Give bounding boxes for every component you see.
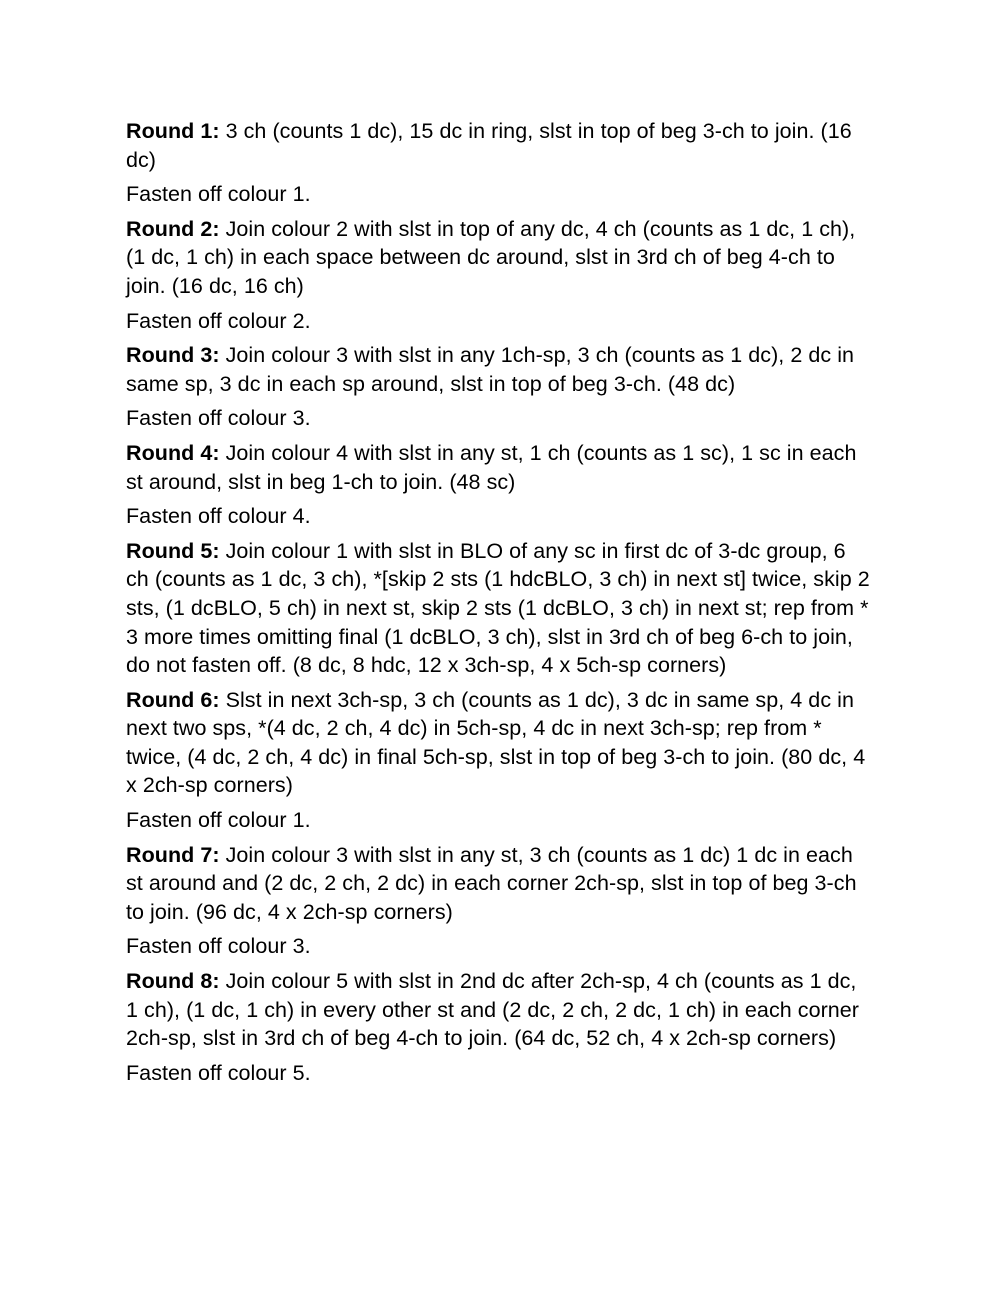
round-text: Join colour 1 with slst in BLO of any sc in first dc of 3-dc group, 6 ch (counts as 1 dc, 3 ch), *[skip 2 sts (1 hdcBLO, 3 ch) in next st] twice, skip 2 sts, (1 dcBLO, 5 ch) in next st, skip 2 sts (1 dcBLO, 3 ch) in next st; rep from * 3 more times omitting final (1 dcBLO, 3 ch), slst in 3rd ch of beg 6-ch to join, do not fasten off. (8 dc, 8 hdc, 12 x 3ch-sp, 4 x 5ch-sp corners) <box>126 538 870 678</box>
round-label: Round 3: <box>126 343 220 368</box>
fasten-off-paragraph <box>126 180 874 209</box>
round-text: 3 ch (counts 1 dc), 15 dc in ring, slst in top of beg 3-ch to join. (16 dc) <box>126 119 852 172</box>
fasten-off-text: Fasten off colour 3. <box>126 406 311 431</box>
round-6-paragraph <box>126 686 874 800</box>
round-label: Round 4: <box>126 440 220 465</box>
round-8-paragraph <box>126 967 874 1053</box>
round-label: Round 8: <box>126 969 220 994</box>
fasten-off-text: Fasten off colour 1. <box>126 182 311 207</box>
round-7-paragraph <box>126 841 874 927</box>
fasten-off-text: Fasten off colour 4. <box>126 504 311 529</box>
fasten-off-paragraph <box>126 1059 874 1088</box>
round-label: Round 7: <box>126 842 220 867</box>
round-text: Join colour 3 with slst in any st, 3 ch (counts as 1 dc) 1 dc in each st around and (2 dc, 2 ch, 2 dc) in each corner 2ch-sp, slst in top of beg 3-ch to join. (96 dc, 4 x 2ch-sp corners) <box>126 842 857 924</box>
round-text: Join colour 4 with slst in any st, 1 ch (counts as 1 sc), 1 sc in each st around, slst in beg 1-ch to join. (48 sc) <box>126 440 857 494</box>
fasten-off-text: Fasten off colour 3. <box>126 934 311 959</box>
fasten-off-text: Fasten off colour 5. <box>126 1060 311 1085</box>
round-text: Slst in next 3ch-sp, 3 ch (counts as 1 dc), 3 dc in same sp, 4 dc in next two sps, *(4 dc, 2 ch, 4 dc) in 5ch-sp, 4 dc in next 3ch-sp; rep from * twice, (4 dc, 2 ch, 4 dc) in final 5ch-sp, slst in top of beg 3-ch to join. (80 dc, 4 x 2ch-sp corners) <box>126 687 866 798</box>
round-label: Round 2: <box>126 216 220 241</box>
round-text: Join colour 5 with slst in 2nd dc after 2ch-sp, 4 ch (counts as 1 dc, 1 ch), (1 dc, 1 ch) in every other st and (2 dc, 2 ch, 2 dc, 1 ch) in each corner 2ch-sp, slst in 3rd ch of beg 4-ch to join. (64 dc, 52 ch, 4 x 2ch-sp corners) <box>126 969 860 1051</box>
fasten-off-paragraph <box>126 502 874 531</box>
round-label: Round 5: <box>126 538 220 563</box>
fasten-off-paragraph <box>126 307 874 336</box>
round-5-paragraph <box>126 537 874 680</box>
round-1-paragraph <box>126 117 874 174</box>
round-3-paragraph <box>126 341 874 398</box>
round-text: Join colour 2 with slst in top of any dc, 4 ch (counts as 1 dc, 1 ch), (1 dc, 1 ch) in each space between dc around, slst in 3rd ch of beg 4-ch to join. (16 dc, 16 ch) <box>126 216 856 298</box>
round-label: Round 1: <box>126 119 220 143</box>
fasten-off-paragraph <box>126 806 874 835</box>
round-label: Round 6: <box>126 687 220 712</box>
round-text: Join colour 3 with slst in any 1ch-sp, 3 ch (counts as 1 dc), 2 dc in same sp, 3 dc in each sp around, slst in top of beg 3-ch. (48 dc) <box>126 343 855 396</box>
fasten-off-paragraph <box>126 404 874 433</box>
pattern-instructions <box>126 117 874 1093</box>
fasten-off-paragraph <box>126 932 874 961</box>
round-2-paragraph <box>126 215 874 301</box>
fasten-off-text: Fasten off colour 2. <box>126 308 311 333</box>
round-4-paragraph <box>126 439 874 496</box>
fasten-off-text: Fasten off colour 1. <box>126 808 311 833</box>
